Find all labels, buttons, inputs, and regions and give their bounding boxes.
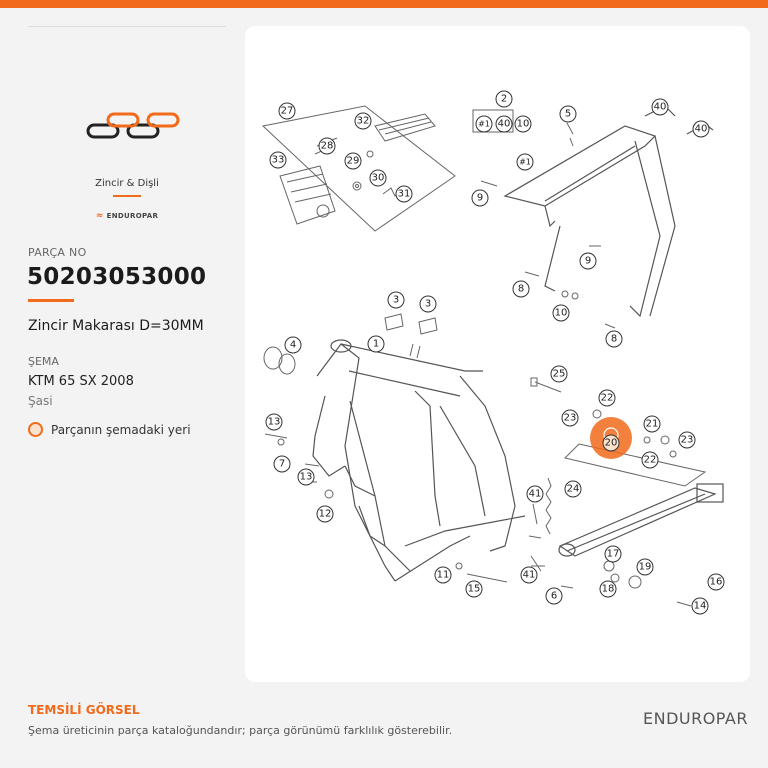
bolt-icon xyxy=(481,181,615,328)
callout-9[interactable] xyxy=(472,190,488,206)
callout-4[interactable] xyxy=(285,337,301,353)
frame-icon xyxy=(313,340,525,581)
callout-8[interactable] xyxy=(513,281,529,297)
schema-label: ŞEMA xyxy=(28,355,59,368)
callout-6[interactable] xyxy=(546,588,562,604)
callout-10[interactable] xyxy=(553,305,569,321)
callout-23[interactable] xyxy=(679,432,695,448)
callout-41[interactable] xyxy=(527,486,543,502)
top-accent-bar xyxy=(0,0,768,8)
washer-icon xyxy=(562,291,578,299)
category-label: Zincir & Dişli xyxy=(95,178,159,189)
callout-21[interactable] xyxy=(644,416,660,432)
brand-small-text: ENDUROPAR xyxy=(106,212,159,220)
part-number-label: PARÇA NO xyxy=(28,246,87,259)
svg-text:9: 9 xyxy=(584,255,592,267)
callout-11[interactable] xyxy=(435,567,451,583)
bolt-icon xyxy=(456,563,691,606)
callout-22[interactable] xyxy=(599,390,615,406)
svg-text:21: 21 xyxy=(645,418,659,430)
callout-33[interactable] xyxy=(270,152,286,168)
svg-text:6: 6 xyxy=(550,590,558,602)
svg-text:20: 20 xyxy=(604,437,618,449)
svg-text:8: 8 xyxy=(517,283,525,295)
callout-3[interactable] xyxy=(388,292,404,308)
callout-14[interactable] xyxy=(692,598,708,614)
highlight-circle-icon xyxy=(28,422,43,437)
callout-13[interactable] xyxy=(298,469,314,485)
svg-text:15: 15 xyxy=(467,583,481,595)
callout-16[interactable] xyxy=(708,574,724,590)
svg-text:29: 29 xyxy=(346,155,360,167)
svg-text:22: 22 xyxy=(600,392,614,404)
callout-40[interactable] xyxy=(496,116,512,132)
nut-icon xyxy=(367,151,373,157)
part-number-underline xyxy=(28,299,74,302)
callout-13[interactable] xyxy=(266,414,282,430)
part-name: Zincir Makarası D=30MM xyxy=(28,318,204,334)
callout-30[interactable] xyxy=(370,170,386,186)
chain-roller-icon xyxy=(565,444,705,486)
svg-text:7: 7 xyxy=(278,458,286,470)
callout-7[interactable] xyxy=(274,456,290,472)
svg-text:13: 13 xyxy=(299,471,313,483)
callout-18[interactable] xyxy=(600,581,616,597)
brand-small-logo xyxy=(96,211,158,221)
callout-28[interactable] xyxy=(319,138,335,154)
callout-29[interactable] xyxy=(345,153,361,169)
svg-text:22: 22 xyxy=(643,454,657,466)
svg-text:17: 17 xyxy=(606,548,620,560)
svg-text:10: 10 xyxy=(516,118,530,130)
callout-31[interactable] xyxy=(396,186,412,202)
callout-24[interactable] xyxy=(565,481,581,497)
svg-text:9: 9 xyxy=(476,192,484,204)
svg-text:14: 14 xyxy=(693,600,707,612)
callout-2[interactable] xyxy=(496,91,512,107)
vehicle-model: KTM 65 SX 2008 xyxy=(28,374,134,389)
spring-icon xyxy=(546,478,551,534)
callout-15[interactable] xyxy=(466,581,482,597)
subframe-icon xyxy=(473,106,713,316)
callout-17[interactable] xyxy=(605,546,621,562)
footer-title: TEMSİLİ GÖRSEL xyxy=(28,703,140,717)
svg-text:8: 8 xyxy=(610,333,618,345)
svg-text:28: 28 xyxy=(320,140,334,152)
svg-text:16: 16 xyxy=(709,576,723,588)
svg-text:23: 23 xyxy=(680,434,694,446)
brand-block xyxy=(28,178,226,222)
callout-5[interactable] xyxy=(560,106,576,122)
svg-text:2: 2 xyxy=(500,93,508,105)
svg-text:41: 41 xyxy=(522,569,536,581)
callout-#1[interactable] xyxy=(517,154,533,170)
svg-text:18: 18 xyxy=(601,583,615,595)
svg-text:19: 19 xyxy=(638,561,652,573)
callout-9[interactable] xyxy=(580,253,596,269)
part-number: 50203053000 xyxy=(27,264,207,290)
svg-text:25: 25 xyxy=(552,368,566,380)
category-divider xyxy=(113,195,141,197)
callout-#1[interactable] xyxy=(476,116,492,132)
svg-text:24: 24 xyxy=(566,483,580,495)
callout-27[interactable] xyxy=(279,103,295,119)
footer-note: Şema üreticinin parça kataloğundandır; parça görünümü farklılık gösterebilir. xyxy=(28,724,453,737)
highlighted-callout-20[interactable] xyxy=(590,417,632,459)
svg-text:40: 40 xyxy=(653,101,667,113)
enduropar-mark-icon: ≈ xyxy=(95,211,104,221)
svg-text:12: 12 xyxy=(318,508,332,520)
svg-text:#1: #1 xyxy=(478,119,490,129)
svg-text:4: 4 xyxy=(289,339,297,351)
svg-text:3: 3 xyxy=(424,298,432,310)
callout-8[interactable] xyxy=(606,331,622,347)
callout-40[interactable] xyxy=(652,99,668,115)
callout-12[interactable] xyxy=(317,506,333,522)
svg-text:#1: #1 xyxy=(519,157,531,167)
top-divider xyxy=(28,26,226,27)
washer-icon xyxy=(353,182,361,190)
svg-text:11: 11 xyxy=(436,569,450,581)
footer-brand: ENDUROPAR xyxy=(642,709,748,728)
swingarm-icon xyxy=(559,484,723,556)
schema-group: Şasi xyxy=(28,394,53,408)
exploded-diagram-card xyxy=(245,26,750,682)
callout-23[interactable] xyxy=(562,410,578,426)
footpeg-icon xyxy=(280,166,335,224)
legend xyxy=(28,422,191,437)
callout-22[interactable] xyxy=(642,452,658,468)
callout-32[interactable] xyxy=(355,113,371,129)
svg-text:40: 40 xyxy=(497,118,511,130)
svg-text:40: 40 xyxy=(694,123,708,135)
bracket-icon xyxy=(385,314,437,334)
callout-10[interactable] xyxy=(515,116,531,132)
svg-text:30: 30 xyxy=(371,172,385,184)
chain-logo-icon xyxy=(84,108,184,148)
callout-19[interactable] xyxy=(637,559,653,575)
legend-text: Parçanın şemadaki yeri xyxy=(51,422,191,437)
svg-text:13: 13 xyxy=(267,416,281,428)
svg-text:5: 5 xyxy=(564,108,572,120)
svg-text:27: 27 xyxy=(280,105,294,117)
svg-text:31: 31 xyxy=(397,188,411,200)
svg-text:10: 10 xyxy=(554,307,568,319)
svg-text:41: 41 xyxy=(528,488,542,500)
svg-text:23: 23 xyxy=(563,412,577,424)
bolt-icon xyxy=(529,504,541,538)
callout-40[interactable] xyxy=(693,121,709,137)
svg-text:1: 1 xyxy=(372,338,380,350)
callout-1[interactable] xyxy=(368,336,384,352)
svg-text:32: 32 xyxy=(356,115,370,127)
callout-41[interactable] xyxy=(521,567,537,583)
svg-text:3: 3 xyxy=(392,294,400,306)
svg-text:33: 33 xyxy=(271,154,285,166)
callout-25[interactable] xyxy=(551,366,567,382)
callout-3[interactable] xyxy=(420,296,436,312)
exploded-parts-diagram xyxy=(245,26,750,682)
bolt-icon xyxy=(567,123,573,146)
